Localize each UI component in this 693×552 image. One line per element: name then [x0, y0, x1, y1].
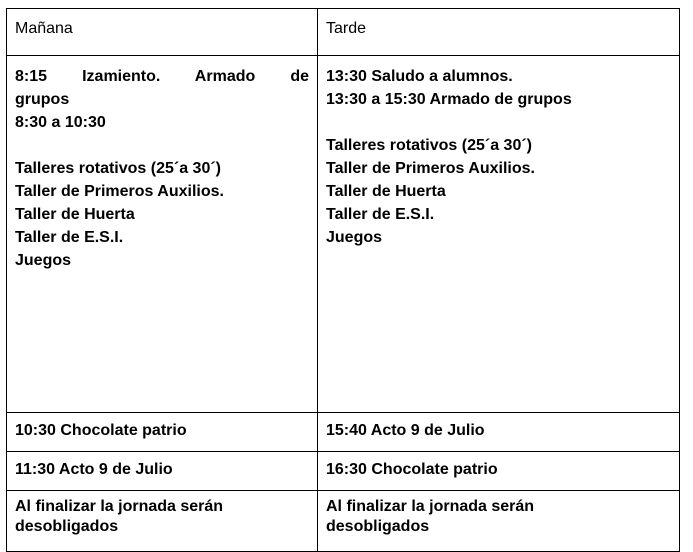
afternoon-line-4: Taller de Primeros Auxilios.: [326, 160, 535, 177]
morning-chocolate-cell: 10:30 Chocolate patrio: [7, 413, 318, 452]
afternoon-line-1: 13:30 Saludo a alumnos.: [326, 68, 513, 85]
header-afternoon: Tarde: [318, 9, 680, 56]
morning-line-4: Talleres rotativos (25´a 30´): [15, 160, 222, 177]
acto-row: [7, 452, 680, 491]
afternoon-activities-cell: [318, 56, 680, 413]
morning-closing-cell: [7, 491, 318, 552]
morning-gap: [15, 134, 309, 157]
afternoon-closing-line-1: Al finalizar la jornada serán: [326, 498, 535, 515]
afternoon-line-2: 13:30 a 15:30 Armado de grupos: [326, 91, 572, 108]
morning-line-3: 8:30 a 10:30: [15, 114, 106, 131]
afternoon-line-7: Juegos: [326, 229, 383, 246]
afternoon-closing-line-2: desobligados: [326, 518, 430, 535]
morning-line-6: Taller de Huerta: [15, 206, 135, 223]
afternoon-closing-cell: [318, 491, 680, 552]
morning-line-5: Taller de Primeros Auxilios.: [15, 183, 224, 200]
morning-line-7: Taller de E.S.I.: [15, 229, 124, 246]
header-morning: Mañana: [7, 9, 318, 56]
morning-acto-cell: 11:30 Acto 9 de Julio: [7, 452, 318, 491]
afternoon-line-6: Taller de E.S.I.: [326, 206, 435, 223]
morning-line-8: Juegos: [15, 252, 72, 269]
morning-closing-line-1: Al finalizar la jornada serán: [15, 498, 224, 515]
afternoon-chocolate-cell: 16:30 Chocolate patrio: [318, 452, 680, 491]
closing-row: [7, 491, 680, 552]
afternoon-acto-cell: 15:40 Acto 9 de Julio: [318, 413, 680, 452]
afternoon-gap: [326, 111, 671, 134]
morning-closing-line-2: desobligados: [15, 518, 119, 535]
afternoon-line-5: Taller de Huerta: [326, 183, 446, 200]
morning-line-1: 8:15 Izamiento. Armado de: [15, 68, 309, 85]
morning-line-2: grupos: [15, 91, 70, 108]
activities-row: [7, 56, 680, 413]
afternoon-line-3: Talleres rotativos (25´a 30´): [326, 137, 533, 154]
schedule-table: [6, 8, 680, 552]
morning-activities-cell: [7, 56, 318, 413]
header-row: [7, 9, 680, 56]
chocolate-row: [7, 413, 680, 452]
